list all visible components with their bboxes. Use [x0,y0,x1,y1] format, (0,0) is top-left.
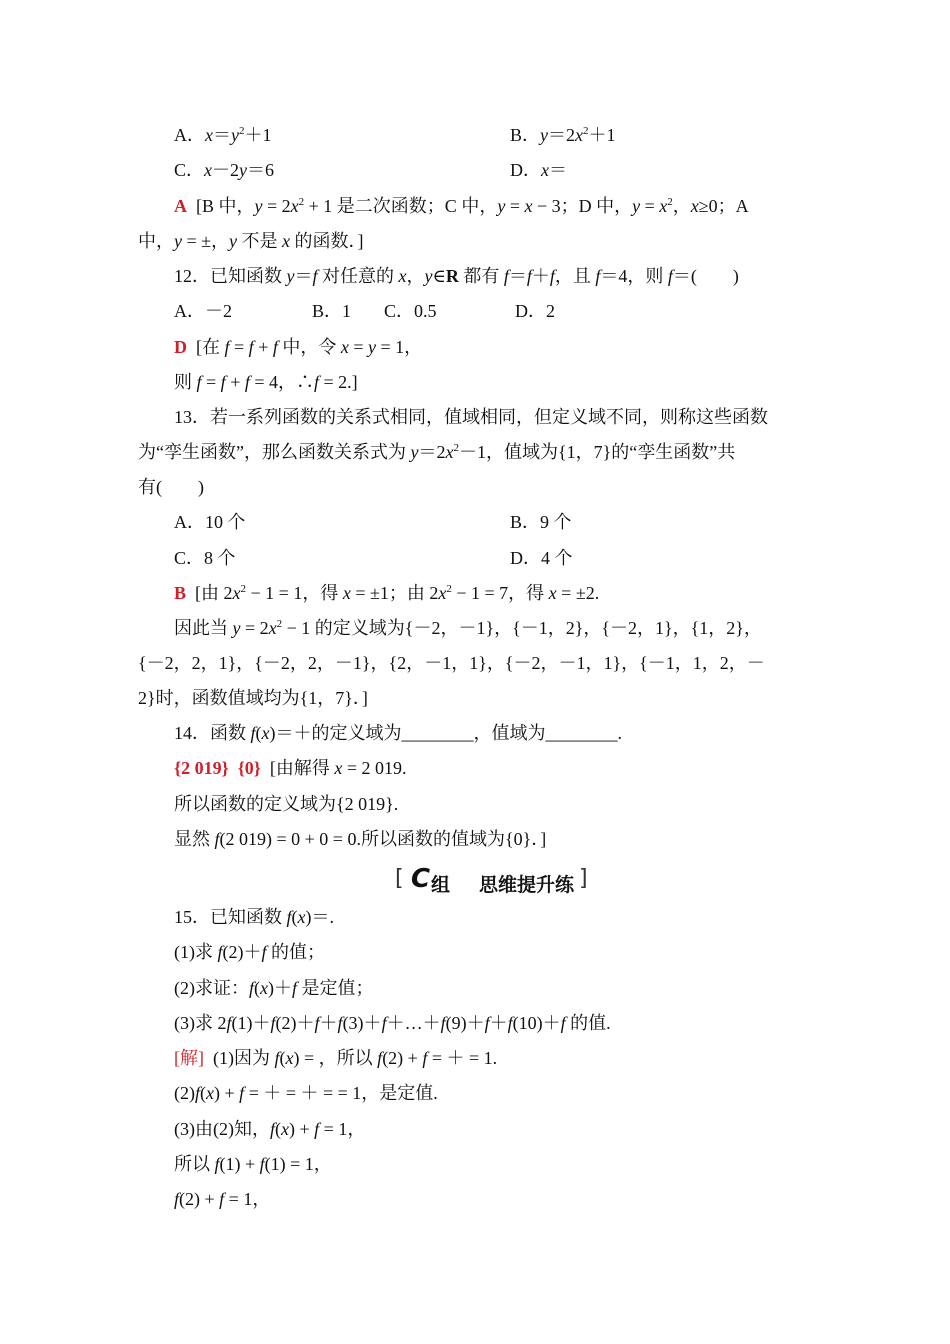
q13-stem-line-2 [138,440,735,464]
q13-option-b: B．9 个 [510,512,572,532]
answer-letter: A [174,196,187,216]
var: f [286,907,292,927]
var: f [549,266,555,286]
answer-letter: D [174,337,187,357]
var: x [282,231,291,251]
var: f [440,1013,446,1033]
group-label: 组 [431,874,451,896]
q15-stem [174,905,334,929]
var: f [226,1013,232,1033]
text: 所以 [174,1154,215,1174]
q11-option-b [510,123,616,147]
q15-solution-line-2 [174,1081,438,1105]
text: －1，值域为{1，7}的“孪生函数”共 [458,442,736,462]
text: 15．已知函数 [174,907,287,927]
text: [由 2 [195,583,233,603]
text: ≥0；A [698,196,749,216]
text: = [505,196,525,216]
text: )＝. [305,907,335,927]
q15-solution-line-3 [174,1117,365,1141]
text: = 1， [224,1189,271,1209]
q14-solution-line-1 [174,756,407,780]
text: [B 中， [196,196,255,216]
text: ＋ [489,1013,508,1033]
text: 则 [174,372,197,392]
text: ( [254,978,261,998]
text: ＋ [531,266,550,286]
text: ( [275,1119,281,1139]
var: y [254,196,263,216]
text: ＝4，则 [600,266,668,286]
text: = [201,372,221,392]
q11-option-c [174,158,274,182]
text: = 1， [376,337,423,357]
var: f [244,372,250,392]
var: f [507,1013,513,1033]
text: ＝2 [418,442,446,462]
text: 是定值； [297,978,374,998]
text: = 2 [240,618,269,638]
text: (2) [174,1083,195,1103]
var: f [292,978,298,998]
var: x [340,337,349,357]
text: 12．已知函数 [174,266,287,286]
var: y [286,266,295,286]
text: + [225,372,245,392]
group-letter: C [411,864,431,894]
var: f [195,1083,201,1103]
text: (9)＋ [445,1013,485,1033]
q12-option-d: D．2 [515,301,555,321]
text: ∈ [432,266,446,286]
var: x [290,196,299,216]
var: x [690,196,699,216]
var-x: x [204,160,213,180]
q12-option-b: B．1 [312,301,352,321]
var-x: x [575,125,584,145]
text: ) = ，所以 [293,1048,378,1068]
text: )＝＋的定义域为________，值域为________. [269,723,623,743]
text: = [348,337,369,357]
var: x [342,583,351,603]
var: f [217,942,223,962]
q15-solution-line-5 [174,1187,270,1211]
answer-range: {0} [237,758,261,778]
var: x [297,907,306,927]
var: f [314,1119,320,1139]
text: (2)＋ [222,942,262,962]
var: x [285,1048,294,1068]
var: f [526,266,532,286]
var: x [206,1083,215,1103]
var: f [503,266,509,286]
var: x [659,196,668,216]
answer-letter: B [174,583,187,603]
left-bracket: [ [395,866,404,891]
text: 不是 [237,231,283,251]
text: [在 [196,337,225,357]
var: f [220,372,226,392]
section-header-group-c [395,866,595,896]
var: f [261,942,267,962]
answer-domain: {2 019} [174,758,229,778]
var-y: y [231,125,239,145]
text: − 1 的定义域为{－2，－1}，{－1，2}，{－2，1}，{1，2}， [282,618,762,638]
var: x [524,196,533,216]
q13-option-d: D．4 个 [510,548,573,568]
q12-solution-line-1 [174,335,422,359]
exponent: 2 [583,125,589,137]
text: (2)＋ [275,1013,315,1033]
text: ( [291,907,298,927]
text: + 1 是二次函数；C 中， [304,196,498,216]
text: (2) + [179,1189,220,1209]
var: f [337,1013,343,1033]
var: f [274,1048,280,1068]
var: x [445,442,454,462]
var: y [368,337,377,357]
text: − 1 = 7，得 [451,583,549,603]
text: 14．函数 [174,723,251,743]
var: y [424,266,433,286]
text: (3)＋ [342,1013,382,1033]
text: (1)＋ [231,1013,271,1033]
var-x: x [205,125,213,145]
var: y [410,442,419,462]
text: ，且 [554,266,596,286]
text: = ±2. [556,583,600,603]
text: = 2.] [319,372,358,392]
q13-solution-line-4: 2}时，函数值域均为{1，7}．] [138,688,368,708]
var: f [314,1013,320,1033]
q15-part-2 [174,976,374,1000]
var: x [334,758,343,778]
var: f [249,978,255,998]
text: (1)因为 [213,1048,275,1068]
q12-option-a: A．－2 [174,301,232,321]
text: (1) + [219,1154,260,1174]
text: )＋ [268,978,293,998]
option-label: D． [510,160,541,180]
var-y: y [540,125,549,145]
text: = ±1；由 2 [350,583,439,603]
q13-solution-line-2 [174,616,762,640]
text: = [229,337,249,357]
text: − 3；D 中， [532,196,633,216]
var: f [214,1154,220,1174]
text: ＋ [319,1013,338,1033]
var: x [232,583,241,603]
text: ( [279,1048,286,1068]
text: = 2 019. [342,758,407,778]
text: ＋1 [588,125,616,145]
real-set-symbol: R [445,266,459,286]
var: f [314,372,320,392]
right-bracket: ] [579,866,588,891]
text: = ＋ = ＋ = = 1，是定值. [244,1083,438,1103]
q15-part-1 [174,940,325,964]
q13-stem-line-3: 有( ) [138,477,204,497]
text: [由解得 [269,758,335,778]
var: f [224,337,230,357]
solution-label: [解] [174,1048,204,1068]
q12-option-c: C．0.5 [384,301,437,321]
text: 都有 [458,266,504,286]
text: = ＋ = 1. [427,1048,498,1068]
var: f [377,1048,383,1068]
text: (10)＋ [512,1013,561,1033]
text: ＝ [508,266,527,286]
text: (2)求证： [174,978,249,998]
text: ＋…＋ [386,1013,441,1033]
q14-solution-line-2: 所以函数的定义域为{2 019}. [174,794,399,814]
option-label: A． [174,125,205,145]
q12-solution-line-2 [174,370,358,394]
var: f [667,266,673,286]
var: y [174,231,182,251]
var: f [270,1013,276,1033]
text: ( [255,723,262,743]
var: f [595,266,601,286]
exponent: 2 [276,618,283,630]
var: y [497,196,506,216]
var: f [219,1189,225,1209]
var: f [250,723,256,743]
text: 的值. [565,1013,611,1033]
var: y [232,618,241,638]
var: x [281,1119,289,1139]
text: ， [406,266,425,286]
text: 中，令 [277,337,341,357]
q13-option-c: C．8 个 [174,548,236,568]
section-title: 思维提升练 [479,874,575,896]
var: f [269,1119,275,1139]
text: (1)求 [174,942,218,962]
text: + [253,337,273,357]
text: 对任意的 [317,266,399,286]
q15-part-3 [174,1011,611,1035]
q11-solution-line-1 [174,194,749,218]
text: ＝2 [548,125,576,145]
exponent: 2 [239,125,245,137]
var: f [214,829,220,849]
text: ＝6 [247,160,275,180]
option-label: B． [510,125,541,145]
var: f [312,266,318,286]
q14-solution-line-3 [174,827,546,851]
text: (2 019) = 0 + 0 = 0.所以函数的值域为{0}．] [219,829,547,849]
text: ＝ [213,125,231,145]
var: x [260,978,269,998]
var: f [248,337,254,357]
text: ＋1 [244,125,272,145]
text: ＝ [294,266,313,286]
text: ) + [289,1119,315,1139]
exponent: 2 [446,583,452,595]
text: 为“孪生函数”，那么函数关系式为 [138,442,411,462]
var: x [398,266,407,286]
exponent: 2 [453,442,459,454]
text: ＝( ) [672,266,739,286]
text: = 1， [319,1119,366,1139]
exponent: 2 [298,196,305,208]
var: f [174,1189,180,1209]
var: f [239,1083,245,1103]
q13-option-a: A．10 个 [174,512,246,532]
q11-option-d [510,158,567,182]
var-x: x [541,160,549,180]
exponent: 2 [667,196,673,208]
text: ) + [214,1083,240,1103]
var: x [548,583,557,603]
text: 的值； [266,942,326,962]
q14-stem [174,721,622,745]
var: y [632,196,641,216]
text: (1) = 1， [264,1154,332,1174]
var: y [229,231,238,251]
text: = 4，∴ [249,372,315,392]
text: (2) + [382,1048,423,1068]
exponent: 2 [240,583,247,595]
q13-solution-line-3: {－2，2，1}，{－2，2，－1}，{2，－1，1}，{－2，－1，1}，{－1，1，2，－ [138,653,765,673]
text: －2 [212,160,240,180]
var: f [272,337,278,357]
q13-solution-line-1 [174,581,599,605]
text: ( [200,1083,207,1103]
var: f [259,1154,265,1174]
text: 中， [138,231,174,251]
text: (3)由(2)知， [174,1119,270,1139]
text: − 1 = 1，得 [246,583,343,603]
text: = ±， [182,231,230,251]
text: = [640,196,660,216]
var: f [196,372,202,392]
q12-stem [174,264,739,288]
var-y: y [239,160,248,180]
var: f [422,1048,428,1068]
var: x [268,618,277,638]
text: ， [672,196,691,216]
text: 因此当 [174,618,233,638]
text: (3)求 2 [174,1013,227,1033]
text: = 2 [262,196,291,216]
var: f [381,1013,387,1033]
q11-option-a [174,123,272,147]
q15-solution-line-1 [174,1046,497,1070]
text: ＝ [549,160,567,180]
q13-stem-line-1: 13．若一系列函数的关系式相同，值域相同，但定义域不同，则称这些函数 [174,407,768,427]
q11-solution-line-2 [138,229,364,253]
text: 显然 [174,829,215,849]
text: 的函数．] [290,231,364,251]
option-label: C． [174,160,205,180]
var: x [261,723,270,743]
var: x [438,583,447,603]
var: f [484,1013,490,1033]
var: f [560,1013,566,1033]
q15-solution-line-4 [174,1152,332,1176]
